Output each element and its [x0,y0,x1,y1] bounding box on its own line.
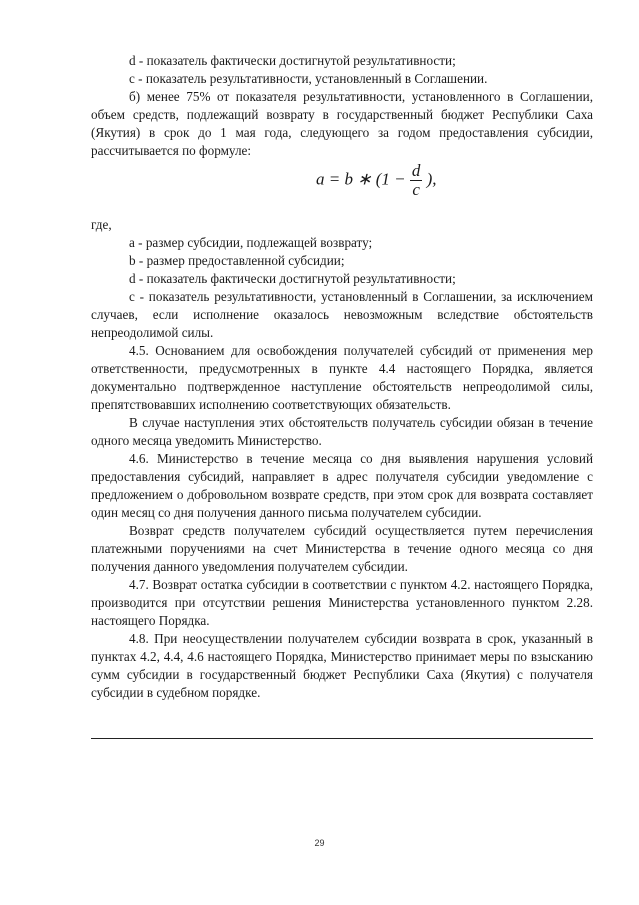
formula-lhs: a = b ∗ (1 − [316,169,406,189]
where-label: где, [91,217,112,232]
paragraph-4-5-b: В случае наступления этих обстоятельств получатель субсидии обязан в течение одного месяца уведомить Министерство. [91,415,593,448]
paragraph-4-6-b: Возврат средств получателем субсидий осуществляется путем перечисления платежными поручениями на счет Министерства в течение одного месяца со дня получения данного уведомления получателем субсидии. [91,523,593,574]
body-text [91,52,593,160]
paragraph-4-6: 4.6. Министерство в течение месяца со дня выявления нарушения условий предоставления субсидий, направляет в адрес получателя субсидии уведомление с предложением о добровольном возврате средств, при этом срок для возврата составляет один месяц со дня получения данного письма получателем субсидии. [91,451,593,520]
paragraph-4-5: 4.5. Основанием для освобождения получателей субсидий от применения мер ответственности, предусмотренных в пункте 4.4 настоящего Порядка, является документально подтвержденное наступление обстоятельств непреодолимой силы, препятствовавших исполнению соответствующих обязательств. [91,343,593,412]
page-number: 29 [314,838,325,848]
formula-block [0,162,639,208]
formula-fraction [410,162,423,199]
def-b: b - размер предоставленной субсидии; [129,253,345,268]
formula-numerator: d [411,161,421,180]
line-c-definition-1: с - показатель результативности, установленный в Соглашении. [129,71,488,86]
def-c: с - показатель результативности, установленный в Соглашении, за исключением случаев, если исполнение оказалось невозможным вследствие обстоятельств непреодолимой силы. [91,289,593,340]
line-d-definition-1: d - показатель фактически достигнутой результативности; [129,53,456,68]
formula-rhs: ), [426,169,437,189]
formula-denominator: c [412,180,420,199]
formula [316,162,437,199]
body-text-2 [91,216,593,702]
paragraph-4-8: 4.8. При неосуществлении получателем субсидии возврата в срок, указанный в пунктах 4.2, 4.4, 4.6 настоящего Порядка, Министерство принимает меры по взысканию сумм субсидии в государственный бюджет Республики Саха (Якутия) с получателя субсидии в судебном порядке. [91,631,593,700]
paragraph-b: б) менее 75% от показателя результативности, установленного в Соглашении, объем средств, подлежащий возврату в государственный бюджет Республики Саха (Якутия) в срок до 1 мая года, следующего за годом предоставления субсидии, рассчитывается по формуле: [91,89,593,158]
def-d: d - показатель фактически достигнутой результативности; [129,271,456,286]
def-a: a - размер субсидии, подлежащей возврату; [129,235,373,250]
paragraph-4-7: 4.7. Возврат остатка субсидии в соответствии с пунктом 4.2. настоящего Порядка, производится при отсутствии решения Министерства установленного пунктом 2.28. настоящего Порядка. [91,577,593,628]
footnote-rule [91,738,593,739]
